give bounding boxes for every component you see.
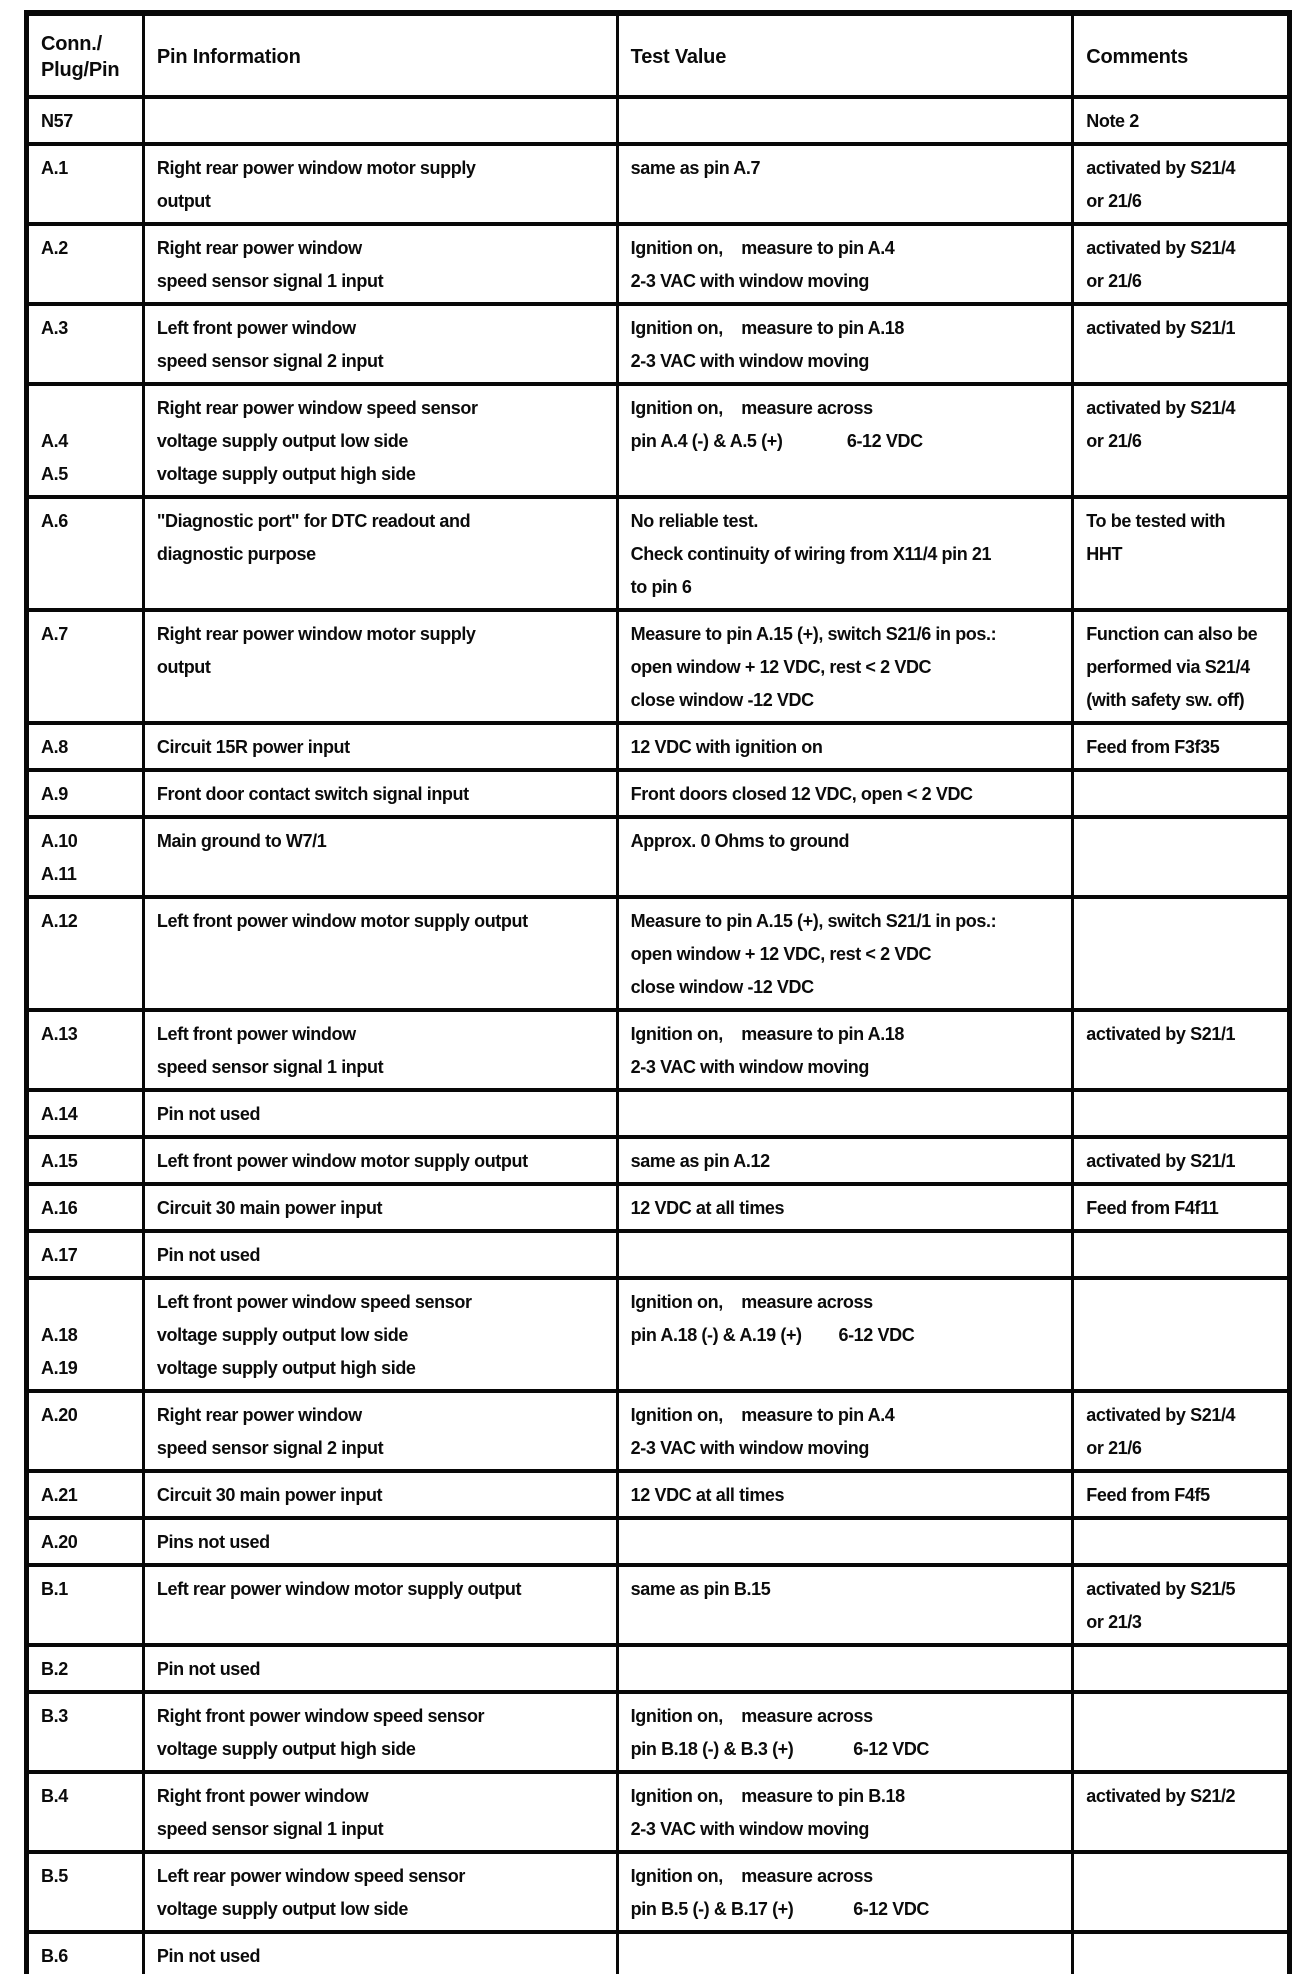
table-row: [27, 1010, 1290, 1090]
cell-test-value: [617, 1565, 1073, 1645]
cell-pin: [27, 817, 144, 897]
cell-test-value: [617, 1518, 1073, 1565]
cell-line: activated by S21/4: [1086, 158, 1236, 178]
cell-line: output: [156, 191, 211, 211]
cell-line: to pin 6: [630, 577, 692, 597]
table-row: [27, 723, 1290, 770]
cell-line: Feed from F4f11: [1086, 1198, 1219, 1218]
cell-line: close window -12 VDC: [630, 690, 814, 710]
cell-comments: [1073, 1231, 1290, 1278]
cell-line: pin A.18 (-) & A.19 (+) 6-12 VDC: [630, 1325, 915, 1345]
cell-test-value: [617, 1852, 1073, 1932]
cell-line: 2-3 VAC with window moving: [630, 1438, 869, 1458]
cell-test-value: [617, 1391, 1073, 1471]
cell-line: A.18: [41, 1325, 78, 1345]
cell-test-value: [617, 1090, 1073, 1137]
cell-line: Ignition on, measure across: [630, 398, 873, 418]
cell-line: pin B.18 (-) & B.3 (+) 6-12 VDC: [630, 1739, 930, 1759]
cell-line: activated by S21/2: [1086, 1786, 1236, 1806]
cell-line: Check continuity of wiring from X11/4 pin 21: [630, 544, 992, 564]
cell-line: 12 VDC at all times: [630, 1485, 785, 1505]
cell-comments: [1073, 304, 1290, 384]
cell-test-value: [617, 1010, 1073, 1090]
cell-line: B.2: [41, 1659, 68, 1679]
pin-test-table: [24, 10, 1292, 1974]
cell-line: B.4: [41, 1786, 68, 1806]
cell-pin-information: [143, 1090, 617, 1137]
cell-pin-information: [143, 1852, 617, 1932]
cell-line: Right front power window speed sensor: [156, 1706, 485, 1726]
cell-pin-information: [143, 1391, 617, 1471]
cell-line: Function can also be: [1086, 624, 1258, 644]
cell-line: 2-3 VAC with window moving: [630, 351, 869, 371]
cell-pin-information: [143, 770, 617, 817]
cell-line: A.4: [41, 431, 68, 451]
cell-pin-information: [143, 1645, 617, 1692]
table-header-row: [27, 13, 1290, 97]
cell-comments: [1073, 497, 1290, 610]
cell-comments: [1073, 1852, 1290, 1932]
table-row: [27, 610, 1290, 723]
cell-pin: [27, 1518, 144, 1565]
cell-line: Ignition on, measure across: [630, 1866, 873, 1886]
cell-pin: [27, 1010, 144, 1090]
cell-pin: [27, 1391, 144, 1471]
cell-line: B.1: [41, 1579, 68, 1599]
cell-pin: [27, 1471, 144, 1518]
cell-line: or 21/6: [1086, 1438, 1142, 1458]
cell-pin: [27, 723, 144, 770]
cell-line: activated by S21/4: [1086, 398, 1236, 418]
cell-line: diagnostic purpose: [156, 544, 316, 564]
cell-test-value: [617, 1932, 1073, 1974]
column-header-test-value: [617, 13, 1073, 97]
cell-line: Front doors closed 12 VDC, open < 2 VDC: [630, 784, 973, 804]
cell-line: close window -12 VDC: [630, 977, 814, 997]
cell-line: 12 VDC with ignition on: [630, 737, 823, 757]
cell-pin: [27, 224, 144, 304]
cell-line: Note 2: [1086, 111, 1139, 131]
column-header-comments: [1073, 13, 1290, 97]
cell-line: N57: [41, 111, 73, 131]
cell-pin: [27, 1772, 144, 1852]
cell-comments: [1073, 1010, 1290, 1090]
cell-pin: [27, 770, 144, 817]
cell-line: or 21/3: [1086, 1612, 1142, 1632]
cell-pin: [27, 1184, 144, 1231]
cell-pin: [27, 1932, 144, 1974]
cell-pin: [27, 1090, 144, 1137]
cell-pin-information: [143, 97, 617, 144]
cell-comments: [1073, 144, 1290, 224]
cell-pin: [27, 897, 144, 1010]
cell-pin: [27, 1645, 144, 1692]
cell-test-value: [617, 97, 1073, 144]
cell-line: 2-3 VAC with window moving: [630, 271, 869, 291]
cell-pin-information: [143, 1692, 617, 1772]
cell-comments: [1073, 1645, 1290, 1692]
cell-line: 2-3 VAC with window moving: [630, 1819, 869, 1839]
cell-line: pin A.4 (-) & A.5 (+) 6-12 VDC: [630, 431, 923, 451]
table-row: [27, 897, 1290, 1010]
cell-line: A.20: [41, 1532, 78, 1552]
cell-line: Left front power window: [156, 318, 356, 338]
cell-line: A.1: [41, 158, 68, 178]
table-row: [27, 1565, 1290, 1645]
cell-line: A.7: [41, 624, 68, 644]
cell-line: Left rear power window speed sensor: [156, 1866, 465, 1886]
cell-line: Right rear power window: [156, 238, 362, 258]
cell-line: Right rear power window motor supply: [156, 158, 476, 178]
cell-pin-information: [143, 1137, 617, 1184]
cell-pin-information: [143, 897, 617, 1010]
header-line: Pin Information: [156, 45, 301, 68]
cell-line: Approx. 0 Ohms to ground: [630, 831, 850, 851]
cell-comments: [1073, 1090, 1290, 1137]
cell-line: Ignition on, measure to pin A.4: [630, 238, 895, 258]
cell-pin: [27, 144, 144, 224]
cell-pin-information: [143, 1471, 617, 1518]
table-row: [27, 1772, 1290, 1852]
cell-line: Right rear power window: [156, 1405, 362, 1425]
cell-line: A.5: [41, 464, 68, 484]
header-line: Conn./: [41, 32, 103, 55]
table-row: [27, 1391, 1290, 1471]
cell-line: pin B.5 (-) & B.17 (+) 6-12 VDC: [630, 1899, 930, 1919]
cell-pin: [27, 1137, 144, 1184]
cell-line: B.3: [41, 1706, 68, 1726]
cell-line: A.8: [41, 737, 68, 757]
cell-pin: [27, 1852, 144, 1932]
cell-line: A.14: [41, 1104, 78, 1124]
cell-comments: [1073, 610, 1290, 723]
cell-line: To be tested with: [1086, 511, 1226, 531]
cell-line: 2-3 VAC with window moving: [630, 1057, 869, 1077]
cell-test-value: [617, 1137, 1073, 1184]
cell-line: Circuit 30 main power input: [156, 1198, 383, 1218]
cell-test-value: [617, 1184, 1073, 1231]
table-row: [27, 1278, 1290, 1391]
table-row: [27, 97, 1290, 144]
cell-comments: [1073, 97, 1290, 144]
cell-line: Ignition on, measure to pin A.18: [630, 1024, 905, 1044]
cell-line: Left front power window motor supply output: [156, 1151, 528, 1171]
cell-pin: [27, 97, 144, 144]
cell-pin-information: [143, 1932, 617, 1974]
cell-line: output: [156, 657, 211, 677]
cell-comments: [1073, 1278, 1290, 1391]
header-line: Test Value: [630, 45, 727, 68]
cell-comments: [1073, 1391, 1290, 1471]
cell-comments: [1073, 770, 1290, 817]
cell-test-value: [617, 897, 1073, 1010]
cell-line: same as pin B.15: [630, 1579, 771, 1599]
table-row: [27, 224, 1290, 304]
cell-line: Left rear power window motor supply output: [156, 1579, 522, 1599]
cell-line: Ignition on, measure to pin B.18: [630, 1786, 905, 1806]
table-row: [27, 1852, 1290, 1932]
cell-pin: [27, 384, 144, 497]
cell-pin-information: [143, 1518, 617, 1565]
cell-line: Left front power window: [156, 1024, 356, 1044]
cell-line: B.5: [41, 1866, 68, 1886]
cell-test-value: [617, 817, 1073, 897]
cell-line: Ignition on, measure across: [630, 1292, 873, 1312]
cell-line: activated by S21/1: [1086, 1151, 1236, 1171]
cell-line: A.15: [41, 1151, 78, 1171]
cell-line: Pin not used: [156, 1104, 261, 1124]
cell-line: A.12: [41, 911, 78, 931]
cell-pin: [27, 610, 144, 723]
cell-line: "Diagnostic port" for DTC readout and: [156, 511, 471, 531]
cell-line: performed via S21/4: [1086, 657, 1250, 677]
cell-pin: [27, 1278, 144, 1391]
table-row: [27, 1231, 1290, 1278]
cell-comments: [1073, 1518, 1290, 1565]
column-header-pin-information: [143, 13, 617, 97]
cell-line: Feed from F3f35: [1086, 737, 1220, 757]
cell-line: Measure to pin A.15 (+), switch S21/1 in pos.:: [630, 911, 997, 931]
cell-test-value: [617, 1231, 1073, 1278]
cell-comments: [1073, 1565, 1290, 1645]
cell-line: Pins not used: [156, 1532, 270, 1552]
table-row: [27, 1137, 1290, 1184]
cell-pin-information: [143, 384, 617, 497]
cell-line: Right rear power window speed sensor: [156, 398, 478, 418]
cell-pin-information: [143, 610, 617, 723]
table-row: [27, 1518, 1290, 1565]
cell-line: No reliable test.: [630, 511, 758, 531]
cell-pin: [27, 1231, 144, 1278]
cell-line: A.11: [41, 864, 77, 884]
cell-line: activated by S21/4: [1086, 1405, 1236, 1425]
cell-comments: [1073, 897, 1290, 1010]
cell-comments: [1073, 224, 1290, 304]
cell-line: activated by S21/1: [1086, 1024, 1236, 1044]
table-row: [27, 1184, 1290, 1231]
cell-test-value: [617, 770, 1073, 817]
cell-test-value: [617, 1471, 1073, 1518]
header-line: Comments: [1086, 45, 1189, 68]
cell-line: voltage supply output low side: [156, 1325, 408, 1345]
cell-line: voltage supply output low side: [156, 1899, 408, 1919]
cell-test-value: [617, 497, 1073, 610]
cell-pin: [27, 1565, 144, 1645]
cell-line: Left front power window speed sensor: [156, 1292, 472, 1312]
cell-pin-information: [143, 1772, 617, 1852]
cell-test-value: [617, 723, 1073, 770]
cell-line: speed sensor signal 2 input: [156, 1438, 384, 1458]
cell-line: voltage supply output high side: [156, 464, 416, 484]
cell-line: [41, 392, 132, 425]
cell-line: (with safety sw. off): [1086, 690, 1245, 710]
cell-pin-information: [143, 1010, 617, 1090]
cell-line: or 21/6: [1086, 431, 1142, 451]
cell-comments: [1073, 1932, 1290, 1974]
cell-test-value: [617, 384, 1073, 497]
cell-line: speed sensor signal 1 input: [156, 1057, 384, 1077]
cell-line: A.2: [41, 238, 68, 258]
cell-line: A.13: [41, 1024, 78, 1044]
cell-line: A.16: [41, 1198, 78, 1218]
cell-comments: [1073, 723, 1290, 770]
cell-test-value: [617, 1772, 1073, 1852]
cell-line: A.9: [41, 784, 68, 804]
cell-line: A.19: [41, 1358, 78, 1378]
cell-line: open window + 12 VDC, rest < 2 VDC: [630, 944, 932, 964]
table-row: [27, 304, 1290, 384]
cell-comments: [1073, 1471, 1290, 1518]
table-row: [27, 1932, 1290, 1974]
header-line: Plug/Pin: [41, 58, 120, 81]
cell-comments: [1073, 1692, 1290, 1772]
cell-line: Measure to pin A.15 (+), switch S21/6 in pos.:: [630, 624, 997, 644]
cell-line: Circuit 30 main power input: [156, 1485, 383, 1505]
table-row: [27, 497, 1290, 610]
cell-pin-information: [143, 817, 617, 897]
table-row: [27, 144, 1290, 224]
cell-line: activated by S21/1: [1086, 318, 1236, 338]
cell-line: 12 VDC at all times: [630, 1198, 785, 1218]
cell-pin: [27, 1692, 144, 1772]
cell-test-value: [617, 1278, 1073, 1391]
cell-test-value: [617, 224, 1073, 304]
cell-line: same as pin A.7: [630, 158, 761, 178]
cell-line: A.6: [41, 511, 68, 531]
table-row: [27, 1645, 1290, 1692]
table-row: [27, 817, 1290, 897]
cell-line: Circuit 15R power input: [156, 737, 350, 757]
cell-test-value: [617, 304, 1073, 384]
cell-line: Right rear power window motor supply: [156, 624, 476, 644]
cell-line: Feed from F4f5: [1086, 1485, 1210, 1505]
cell-line: A.20: [41, 1405, 78, 1425]
cell-line: voltage supply output high side: [156, 1739, 416, 1759]
cell-line: A.21: [41, 1485, 78, 1505]
cell-comments: [1073, 1137, 1290, 1184]
cell-line: Main ground to W7/1: [156, 831, 327, 851]
cell-line: speed sensor signal 1 input: [156, 271, 384, 291]
cell-line: or 21/6: [1086, 191, 1142, 211]
cell-line: HHT: [1086, 544, 1123, 564]
cell-pin: [27, 304, 144, 384]
cell-line: Front door contact switch signal input: [156, 784, 469, 804]
cell-line: speed sensor signal 2 input: [156, 351, 384, 371]
cell-line: Ignition on, measure across: [630, 1706, 873, 1726]
cell-test-value: [617, 144, 1073, 224]
cell-pin-information: [143, 304, 617, 384]
cell-pin-information: [143, 1184, 617, 1231]
cell-line: A.17: [41, 1245, 78, 1265]
cell-line: Right front power window: [156, 1786, 369, 1806]
table-row: [27, 1090, 1290, 1137]
cell-line: voltage supply output high side: [156, 1358, 416, 1378]
cell-pin-information: [143, 1565, 617, 1645]
table-row: [27, 1692, 1290, 1772]
cell-test-value: [617, 610, 1073, 723]
cell-pin-information: [143, 224, 617, 304]
cell-pin-information: [143, 144, 617, 224]
cell-line: [41, 1286, 132, 1319]
table-row: [27, 770, 1290, 817]
cell-pin-information: [143, 1231, 617, 1278]
cell-comments: [1073, 384, 1290, 497]
column-header-conn-plug-pin: [27, 13, 144, 97]
cell-line: Left front power window motor supply output: [156, 911, 528, 931]
cell-line: Ignition on, measure to pin A.4: [630, 1405, 895, 1425]
cell-pin-information: [143, 723, 617, 770]
cell-line: same as pin A.12: [630, 1151, 770, 1171]
cell-line: A.3: [41, 318, 68, 338]
table-row: [27, 1471, 1290, 1518]
table-row: [27, 384, 1290, 497]
cell-line: Pin not used: [156, 1659, 261, 1679]
cell-line: voltage supply output low side: [156, 431, 408, 451]
cell-test-value: [617, 1645, 1073, 1692]
cell-test-value: [617, 1692, 1073, 1772]
cell-pin: [27, 497, 144, 610]
cell-comments: [1073, 817, 1290, 897]
cell-comments: [1073, 1184, 1290, 1231]
cell-line: or 21/6: [1086, 271, 1142, 291]
cell-line: speed sensor signal 1 input: [156, 1819, 384, 1839]
cell-line: activated by S21/4: [1086, 238, 1236, 258]
cell-line: Pin not used: [156, 1946, 261, 1966]
cell-line: B.6: [41, 1946, 68, 1966]
cell-pin-information: [143, 497, 617, 610]
cell-line: activated by S21/5: [1086, 1579, 1236, 1599]
cell-line: open window + 12 VDC, rest < 2 VDC: [630, 657, 932, 677]
cell-line: A.10: [41, 831, 78, 851]
cell-pin-information: [143, 1278, 617, 1391]
cell-line: Pin not used: [156, 1245, 261, 1265]
cell-comments: [1073, 1772, 1290, 1852]
cell-line: Ignition on, measure to pin A.18: [630, 318, 905, 338]
